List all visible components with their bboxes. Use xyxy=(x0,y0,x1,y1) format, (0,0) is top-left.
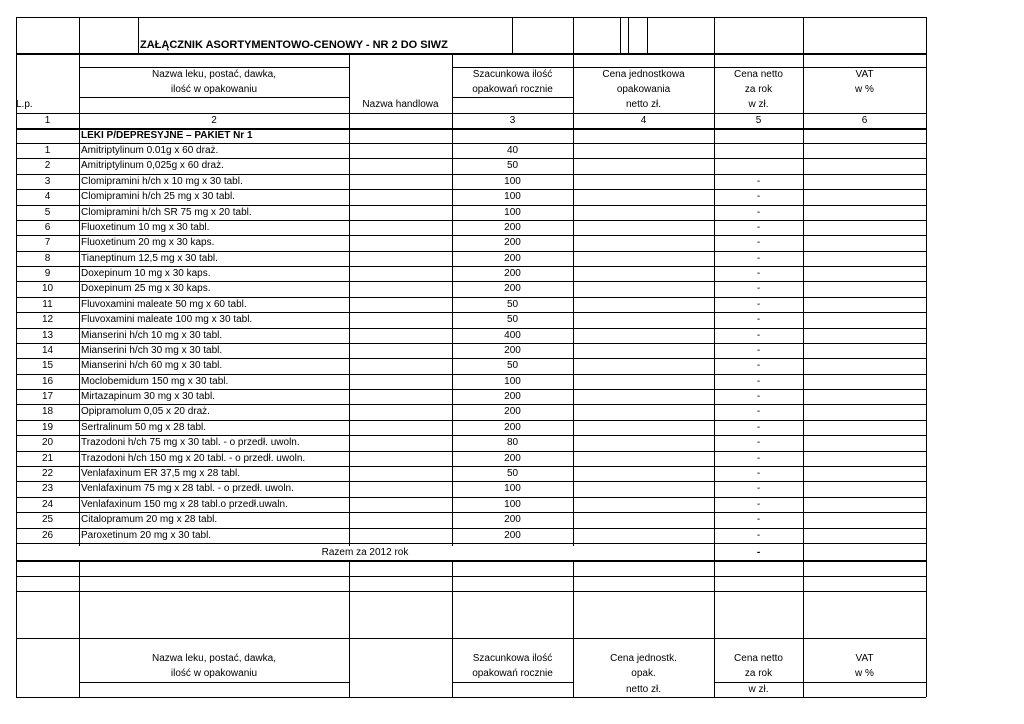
section-title: LEKI P/DEPRESYJNE – PAKIET Nr 1 xyxy=(81,130,253,141)
footer-vat-line2: w % xyxy=(855,668,874,679)
row-quantity: 100 xyxy=(504,483,521,494)
row-lp: 12 xyxy=(41,314,54,325)
row-quantity: 40 xyxy=(506,145,519,156)
row-quantity: 200 xyxy=(504,222,521,233)
row-net-value: - xyxy=(756,253,761,264)
row-drug-name: Fluoxetinum 20 mg x 30 kaps. xyxy=(81,237,215,248)
row-drug-name: Venlafaxinum ER 37,5 mg x 28 tabl. xyxy=(81,468,240,479)
row-lp: 24 xyxy=(41,499,54,510)
row-drug-name: Mianserini h/ch 10 mg x 30 tabl. xyxy=(81,330,223,341)
row-lp: 15 xyxy=(41,360,54,371)
row-quantity: 200 xyxy=(504,391,521,402)
row-drug-name: Fluvoxamini maleate 50 mg x 60 tabl. xyxy=(81,299,247,310)
column-number-2: 2 xyxy=(211,115,217,126)
row-net-value: - xyxy=(756,207,761,218)
row-quantity: 50 xyxy=(506,468,519,479)
row-lp: 17 xyxy=(41,391,54,402)
row-lp: 25 xyxy=(41,514,54,525)
row-quantity: 200 xyxy=(504,283,521,294)
row-lp: 3 xyxy=(44,176,51,187)
row-lp: 20 xyxy=(41,437,54,448)
footer-price-line2: opak. xyxy=(631,668,656,679)
row-net-value: - xyxy=(756,391,761,402)
row-drug-name: Venlafaxinum 150 mg x 28 tabl.o przedł.uwaln. xyxy=(81,499,288,510)
row-quantity: 100 xyxy=(504,499,521,510)
row-quantity: 200 xyxy=(504,253,521,264)
row-drug-name: Mianserini h/ch 60 mg x 30 tabl. xyxy=(81,360,223,371)
footer-qty-line1: Szacunkowa ilość xyxy=(472,653,553,664)
row-quantity: 100 xyxy=(504,176,521,187)
row-drug-name: Trazodoni h/ch 150 mg x 20 tabl. - o przedł. uwoln. xyxy=(81,453,306,464)
footer-net-line2: za rok xyxy=(744,668,773,679)
footer-vat-line1: VAT xyxy=(855,653,874,664)
row-lp: 10 xyxy=(41,283,54,294)
header-price-line1: Cena jednostkowa xyxy=(602,69,685,80)
row-net-value: - xyxy=(756,299,761,310)
row-drug-name: Venlafaxinum 75 mg x 28 tabl. - o przedł. uwoln. xyxy=(81,483,294,494)
row-lp: 7 xyxy=(44,237,51,248)
row-lp: 22 xyxy=(41,468,54,479)
row-drug-name: Amitriptylinum 0.01g x 60 draż. xyxy=(81,145,219,156)
header-price-line2: opakowania xyxy=(616,84,671,95)
row-lp: 1 xyxy=(44,145,51,156)
row-lp: 9 xyxy=(44,268,51,279)
header-net-line2: za rok xyxy=(744,84,773,95)
row-quantity: 200 xyxy=(504,422,521,433)
row-quantity: 100 xyxy=(504,191,521,202)
row-quantity: 400 xyxy=(504,330,521,341)
footer-net-line1: Cena netto xyxy=(734,653,783,664)
header-net-line1: Cena netto xyxy=(734,69,783,80)
row-net-value: - xyxy=(756,345,761,356)
row-drug-name: Clomipramini h/ch SR 75 mg x 20 tabl. xyxy=(81,207,252,218)
row-net-value: - xyxy=(756,222,761,233)
header-lp: L.p. xyxy=(16,99,33,110)
row-quantity: 50 xyxy=(506,160,519,171)
footer-name-line1: Nazwa leku, postać, dawka, xyxy=(152,653,276,664)
row-lp: 23 xyxy=(41,483,54,494)
row-net-value: - xyxy=(756,314,761,325)
row-quantity: 100 xyxy=(504,207,521,218)
row-drug-name: Doxepinum 25 mg x 30 kaps. xyxy=(81,283,211,294)
row-lp: 18 xyxy=(41,406,54,417)
row-drug-name: Trazodoni h/ch 75 mg x 30 tabl. - o przedł. uwoln. xyxy=(81,437,300,448)
row-drug-name: Paroxetinum 20 mg x 30 tabl. xyxy=(81,530,212,541)
row-drug-name: Opipramolum 0,05 x 20 draż. xyxy=(81,406,210,417)
row-net-value: - xyxy=(756,453,761,464)
header-vat-line1: VAT xyxy=(855,69,874,80)
row-net-value: - xyxy=(756,468,761,479)
row-quantity: 200 xyxy=(504,530,521,541)
row-lp: 19 xyxy=(41,422,54,433)
header-name-line2: ilość w opakowaniu xyxy=(170,84,258,95)
footer-net-line3: w zł. xyxy=(748,684,769,695)
row-quantity: 200 xyxy=(504,453,521,464)
row-drug-name: Doxepinum 10 mg x 30 kaps. xyxy=(81,268,211,279)
row-lp: 11 xyxy=(42,299,53,310)
row-lp: 14 xyxy=(41,345,54,356)
row-quantity: 200 xyxy=(504,268,521,279)
row-drug-name: Mianserini h/ch 30 mg x 30 tabl. xyxy=(81,345,223,356)
row-lp: 4 xyxy=(44,191,51,202)
row-quantity: 100 xyxy=(504,376,521,387)
row-net-value: - xyxy=(756,330,761,341)
header-price-line3: netto zł. xyxy=(625,99,662,110)
header-qty-line1: Szacunkowa ilość xyxy=(472,69,553,80)
column-number-1: 1 xyxy=(44,115,51,126)
row-net-value xyxy=(714,144,803,159)
row-drug-name: Citalopramum 20 mg x 28 tabl. xyxy=(81,514,218,525)
row-quantity: 50 xyxy=(506,299,519,310)
column-number-5: 5 xyxy=(755,115,762,126)
row-quantity: 50 xyxy=(506,360,519,371)
row-quantity: 200 xyxy=(504,514,521,525)
row-quantity: 50 xyxy=(506,314,519,325)
row-net-value: - xyxy=(756,191,761,202)
row-net-value: - xyxy=(756,422,761,433)
row-lp: 8 xyxy=(44,253,51,264)
page-title: ZAŁĄCZNIK ASORTYMENTOWO-CENOWY - NR 2 DO SIWZ xyxy=(140,39,448,51)
row-lp: 6 xyxy=(44,222,51,233)
row-drug-name: Mirtazapinum 30 mg x 30 tabl. xyxy=(81,391,215,402)
row-net-value: - xyxy=(756,499,761,510)
header-qty-line2: opakowań rocznie xyxy=(472,84,553,95)
row-net-value xyxy=(714,159,803,174)
column-number-4: 4 xyxy=(640,115,647,126)
row-drug-name: Clomipramini h/ch x 10 mg x 30 tabl. xyxy=(81,176,243,187)
footer-price-line1: Cena jednostk. xyxy=(610,653,677,664)
row-lp: 2 xyxy=(44,160,51,171)
total-label: Razem za 2012 rok xyxy=(321,547,409,558)
row-lp: 26 xyxy=(41,530,54,541)
row-net-value: - xyxy=(756,376,761,387)
column-number-3: 3 xyxy=(509,115,516,126)
row-quantity: 200 xyxy=(504,237,521,248)
row-drug-name: Sertralinum 50 mg x 28 tabl. xyxy=(81,422,207,433)
row-net-value: - xyxy=(756,360,761,371)
total-value: - xyxy=(756,547,761,558)
row-quantity: 200 xyxy=(504,406,521,417)
header-vat-line2: w % xyxy=(855,84,874,95)
row-lp: 5 xyxy=(44,207,51,218)
row-net-value: - xyxy=(756,437,761,448)
row-drug-name: Tianeptinum 12,5 mg x 30 tabl. xyxy=(81,253,218,264)
row-quantity: 80 xyxy=(506,437,519,448)
row-drug-name: Fluoxetinum 10 mg x 30 tabl. xyxy=(81,222,210,233)
row-quantity: 200 xyxy=(504,345,521,356)
header-trade-name: Nazwa handlowa xyxy=(362,99,439,110)
row-net-value: - xyxy=(756,176,761,187)
row-drug-name: Fluvoxamini maleate 100 mg x 30 tabl. xyxy=(81,314,253,325)
footer-qty-line2: opakowań rocznie xyxy=(472,668,553,679)
row-lp: 16 xyxy=(41,376,54,387)
footer-name-line2: ilość w opakowaniu xyxy=(170,668,258,679)
row-drug-name: Clomipramini h/ch 25 mg x 30 tabl. xyxy=(81,191,235,202)
row-net-value: - xyxy=(756,483,761,494)
row-net-value: - xyxy=(756,268,761,279)
row-net-value: - xyxy=(756,514,761,525)
column-number-6: 6 xyxy=(861,115,868,126)
row-net-value: - xyxy=(756,530,761,541)
row-drug-name: Moclobemidum 150 mg x 30 tabl. xyxy=(81,376,229,387)
row-net-value: - xyxy=(756,283,761,294)
row-lp: 13 xyxy=(41,330,54,341)
row-lp: 21 xyxy=(41,453,54,464)
header-net-line3: w zł. xyxy=(748,99,769,110)
row-net-value: - xyxy=(756,406,761,417)
row-drug-name: Amitriptylinum 0,025g x 60 draż. xyxy=(81,160,224,171)
footer-price-line3: netto zł. xyxy=(625,684,662,695)
row-net-value: - xyxy=(756,237,761,248)
header-name-line1: Nazwa leku, postać, dawka, xyxy=(152,69,276,80)
